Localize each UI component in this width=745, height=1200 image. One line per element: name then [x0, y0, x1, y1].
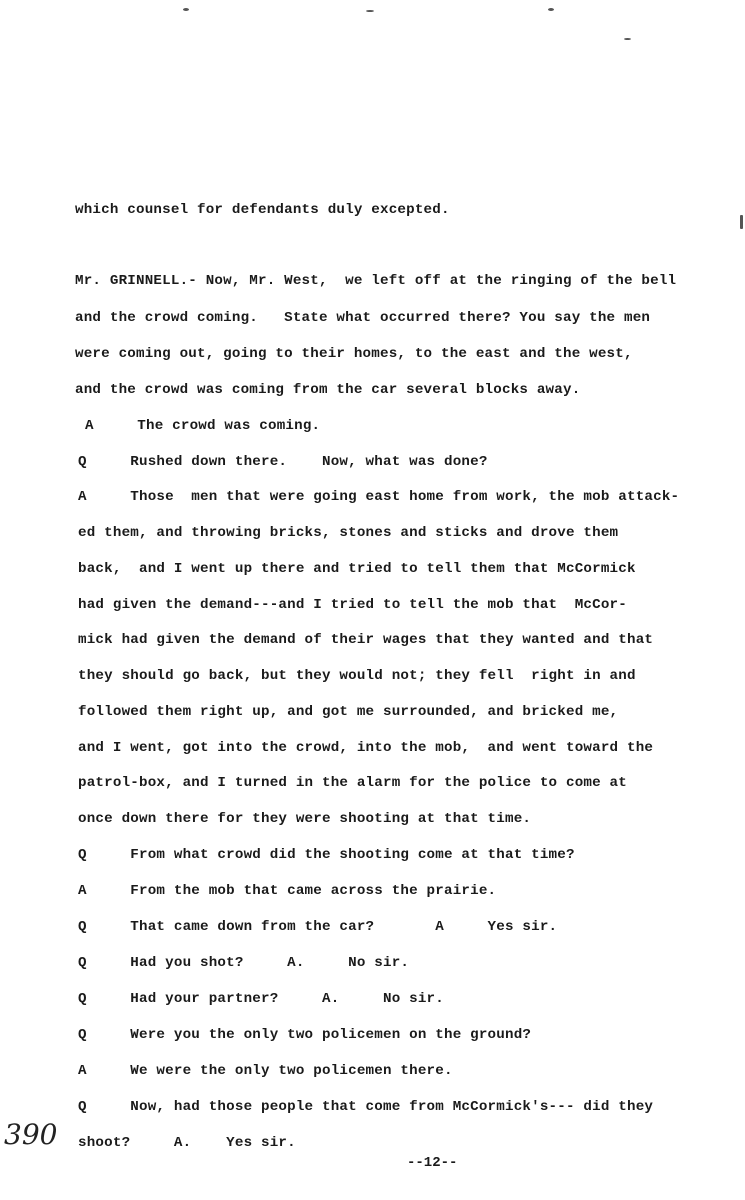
handwritten-margin-note: 390 — [4, 1118, 58, 1151]
text-line: back, and I went up there and tried to tell them that McCormick — [78, 561, 636, 577]
text-line: and the crowd coming. State what occurred there? You say the men — [75, 310, 651, 326]
text-line: Q Had your partner? A. No sir. — [78, 991, 444, 1007]
text-line: and the crowd was coming from the car several blocks away. — [75, 382, 581, 398]
text-line: A The crowd was coming. — [85, 418, 321, 434]
text-line: mick had given the demand of their wages that they wanted and that — [78, 632, 654, 648]
text-line: shoot? A. Yes sir. — [78, 1135, 296, 1151]
text-line: patrol-box, and I turned in the alarm for the police to come at — [78, 775, 627, 791]
text-line: Q Now, had those people that come from McCormick's--- did they — [78, 1099, 654, 1115]
text-line: were coming out, going to their homes, to the east and the west, — [75, 346, 633, 362]
scan-speck — [548, 8, 554, 11]
text-line: Q That came down from the car? A Yes sir. — [78, 919, 558, 935]
text-line: A From the mob that came across the prairie. — [78, 883, 497, 899]
text-line: had given the demand---and I tried to tell the mob that McCor- — [78, 597, 627, 613]
text-line: Q Were you the only two policemen on the ground? — [78, 1027, 532, 1043]
text-line: Q Rushed down there. Now, what was done? — [78, 454, 488, 470]
text-line: Q Had you shot? A. No sir. — [78, 955, 410, 971]
text-line: Q From what crowd did the shooting come at that time? — [78, 847, 575, 863]
page-number: --12-- — [407, 1155, 458, 1171]
text-line: A Those men that were going east home from work, the mob attack- — [78, 489, 680, 505]
text-line: ed them, and throwing bricks, stones and sticks and drove them — [78, 525, 619, 541]
scan-speck — [366, 10, 374, 12]
text-line: Mr. GRINNELL.- Now, Mr. West, we left off at the ringing of the bell — [75, 273, 677, 289]
text-line: which counsel for defendants duly excepted. — [75, 202, 450, 218]
text-line: and I went, got into the crowd, into the mob, and went toward the — [78, 740, 654, 756]
text-line: followed them right up, and got me surrounded, and bricked me, — [78, 704, 619, 720]
text-line: once down there for they were shooting at that time. — [78, 811, 532, 827]
scan-speck — [183, 8, 189, 11]
scan-speck — [740, 215, 743, 229]
text-line: they should go back, but they would not; they fell right in and — [78, 668, 636, 684]
text-line: A We were the only two policemen there. — [78, 1063, 453, 1079]
scan-speck — [624, 38, 631, 40]
